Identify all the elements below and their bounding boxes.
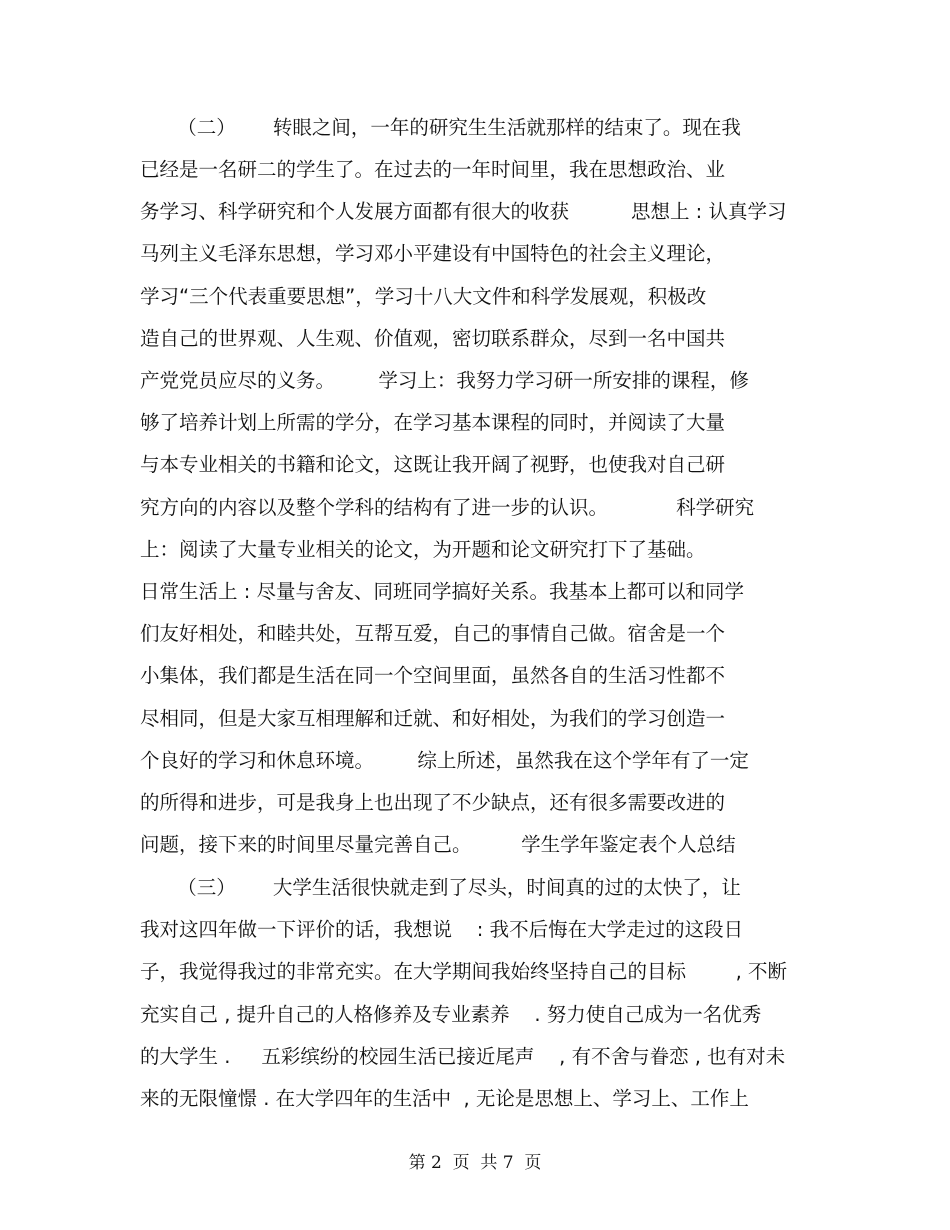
body-text-line: 上：阅读了大量专业相关的论文，为开题和论文研究打下了基础。 [140,538,706,561]
body-text-line: 我对这四年做一下评价的话，我想说 : 我不后悔在大学走过的这段日 [140,918,744,941]
body-text-line: 与本专业相关的书籍和论文，这既让我开阔了视野，也使我对自己研 [140,453,726,476]
body-text-line: 够了培养计划上所需的学分，在学习基本课程的同时，并阅读了大量 [140,411,726,434]
body-text-line: 造自己的世界观、人生观、价值观，密切联系群众，尽到一名中国共 [140,327,726,350]
body-text-line: 日常生活上 : 尽量与舍友、同班同学搞好关系。我基本上都可以和同学 [140,580,744,603]
body-text-line: 马列主义毛泽东思想，学习邓小平建设有中国特色的社会主义理论， [140,242,726,265]
body-text-line: 究方向的内容以及整个学科的结构有了进一步的认识。 科学研究 [140,496,755,519]
body-text-line: 们友好相处，和睦共处，互帮互爱，自己的事情自己做。宿舍是一个 [140,622,726,645]
body-text-line: 问题，接下来的时间里尽量完善自己。 学生学年鉴定表个人总结 [140,833,736,856]
body-text-line: 充实自己 , 提升自己的人格修养及专业素养 . 努力使自己成为一名优秀 [140,1003,762,1026]
body-text-line: 尽相同，但是大家互相理解和迁就、和好相处，为我们的学习创造一 [140,707,726,730]
body-text-line: 产党党员应尽的义务。 学习上：我努力学习研一所安排的课程，修 [140,369,749,392]
body-text-line: 来的无限憧憬 . 在大学四年的生活中 , 无论是思想上、学习上、工作上 [140,1087,749,1110]
body-text-line: 学习“三个代表重要思想”，学习十八大文件和科学发展观，积极改 [140,285,707,308]
body-text-line: 个良好的学习和休息环境。 综上所述，虽然我在这个学年有了一定 [140,749,749,772]
body-text-line: 的所得和进步，可是我身上也出现了不少缺点，还有很多需要改进的 [140,791,726,814]
body-text-line: 小集体，我们都是生活在同一个空间里面，虽然各自的生活习性都不 [140,664,726,687]
page-number-footer: 第 2 页 共 7 页 [408,1153,542,1173]
body-text-line: （三） 大学生活很快就走到了尽头，时间真的过的太快了，让 [140,876,741,899]
body-text-line: 务学习、科学研究和个人发展方面都有很大的收获 思想上 : 认真学习 [140,200,787,223]
body-text-line: 已经是一名研二的学生了。在过去的一年时间里，我在思想政治、业 [140,158,726,181]
body-text-line: 子，我觉得我过的非常充实。在大学期间我始终坚持自己的目标 , 不断 [140,960,787,983]
body-text-line: （二） 转眼之间，一年的研究生生活就那样的结束了。现在我 [140,116,741,139]
body-text-line: 的大学生 . 五彩缤纷的校园生活已接近尾声 , 有不舍与眷恋 , 也有对未 [140,1045,786,1068]
